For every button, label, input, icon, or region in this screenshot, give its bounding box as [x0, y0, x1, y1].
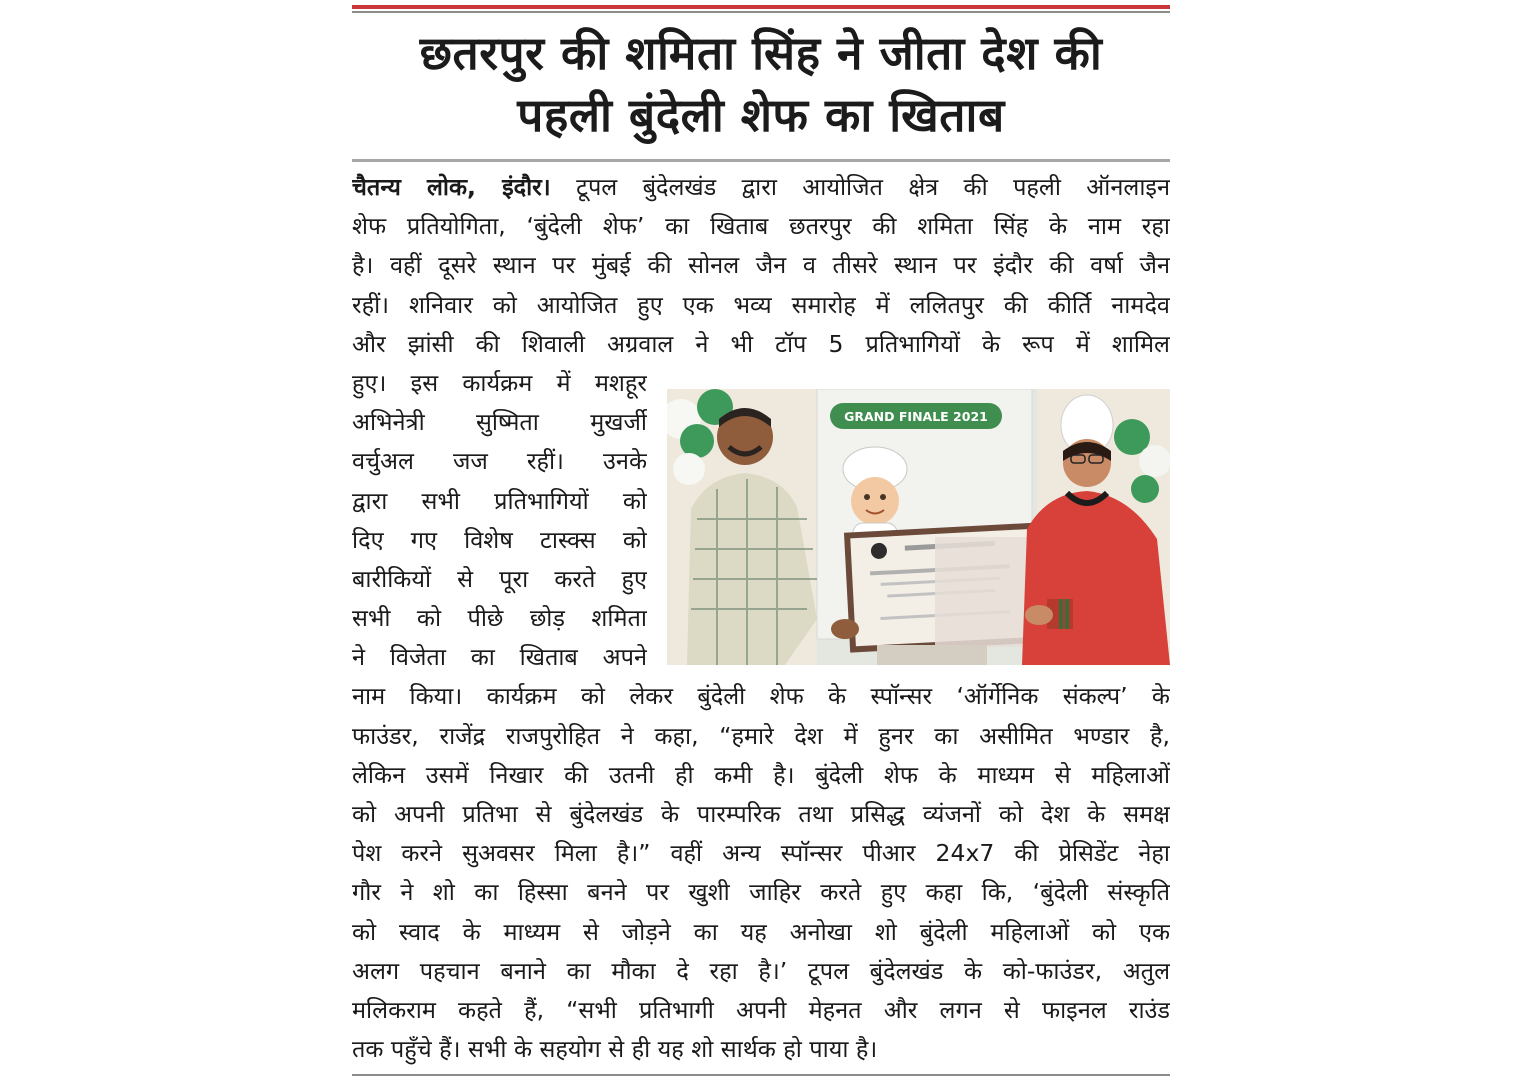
balloon-white-icon	[673, 453, 705, 485]
body-line: पेश करने सुअवसर मिला है।” वहीं अन्य स्पॉन्सर पीआर 24x7 की प्रेसिडेंट नेहा	[352, 839, 1170, 868]
newspaper-clipping	[352, 0, 1170, 1080]
headline-line-2: पहली बुंदेली शेफ का खिताब	[517, 88, 1005, 142]
body-line: और झांसी की शिवाली अग्रवाल ने भी टॉप 5 प्रतिभागियों के रूप में शामिल	[352, 329, 1170, 358]
headline	[352, 22, 1170, 148]
body-line-narrow: वर्चुअल जज रहीं। उनके	[352, 447, 647, 476]
body-line: तक पहुँचे हैं। सभी के सहयोग से ही यह शो सार्थक हो पाया है।	[352, 1035, 878, 1064]
body-line: रहीं। शनिवार को आयोजित हुए एक भव्य समारोह में ललितपुर की कीर्ति नामदेव	[352, 290, 1170, 319]
headline-line-1: छतरपुर की शमिता सिंह ने जीता देश की	[419, 26, 1103, 80]
body-line-narrow: द्वारा सभी प्रतिभागियों को	[352, 486, 647, 515]
award-photo	[667, 389, 1170, 665]
body-line: मलिकराम कहते हैं, “सभी प्रतिभागी अपनी मेहनत और लगन से फाइनल राउंड	[352, 995, 1170, 1024]
body-line-narrow: ने विजेता का खिताब अपने	[352, 643, 647, 672]
body-line-narrow: अभिनेत्री सुष्मिता मुखर्जी	[352, 408, 647, 437]
body-line-narrow: दिए गए विशेष टास्क्स को	[352, 525, 647, 554]
gift-wrap	[935, 537, 1035, 647]
body-line: गौर ने शो का हिस्सा बनने पर खुशी जाहिर करते हुए कहा कि, ‘बुंदेली संस्कृति	[352, 878, 1170, 907]
body-line-narrow: बारीकियों से पूरा करते हुए	[352, 564, 647, 593]
body-line-narrow: हुए। इस कार्यक्रम में मशहूर	[352, 368, 647, 397]
headline-rule	[352, 159, 1170, 162]
body-line: अलग पहचान बनाने का मौका दे रहा है।’ टूपल बुंदेलखंड के को-फाउंडर, अतुल	[352, 956, 1170, 985]
banner-text: GRAND FINALE 2021	[844, 409, 988, 424]
body-line: को अपनी प्रतिभा से बुंदेलखंड के पारम्परिक तथा प्रसिद्ध व्यंजनों को देश के समक्ष	[352, 800, 1170, 828]
body-line: चैतन्य लोक, इंदौर। टूपल बुंदेलखंड द्वारा आयोजित क्षेत्र की पहली ऑनलाइन	[352, 173, 1170, 201]
top-red-rule	[352, 5, 1170, 9]
body-line: लेकिन उसमें निखार की उतनी ही कमी है। बुंदेली शेफ के माध्यम से महिलाओं	[352, 760, 1170, 789]
body-line: नाम किया। कार्यक्रम को लेकर बुंदेली शेफ के स्पॉन्सर ‘ऑर्गेनिक संकल्प’ के	[352, 682, 1170, 711]
balloon-green-icon	[680, 424, 714, 458]
body-line: फाउंडर, राजेंद्र राजपुरोहित ने कहा, “हमारे देश में हुनर का असीमित भण्डार है,	[352, 721, 1170, 750]
balloon-green-icon	[1131, 475, 1159, 503]
cartoon-chef-icon	[851, 477, 899, 525]
bottom-rule	[352, 1074, 1170, 1076]
body-line-narrow: सभी को पीछे छोड़ शमिता	[352, 604, 647, 633]
body-line: है। वहीं दूसरे स्थान पर मुंबई की सोनल जैन व तीसरे स्थान पर इंदौर की वर्षा जैन	[352, 251, 1170, 280]
dateline: चैतन्य लोक, इंदौर।	[352, 173, 551, 201]
top-grey-rule	[352, 11, 1170, 13]
body-line: को स्वाद के माध्यम से जोड़ने का यह अनोखा शो बुंदेली महिलाओं को एक	[352, 917, 1170, 946]
body-line: शेफ प्रतियोगिता, ‘बुंदेली शेफ’ का खिताब छतरपुर की शमिता सिंह के नाम रहा	[352, 212, 1170, 241]
balloon-white-icon	[1139, 445, 1170, 477]
